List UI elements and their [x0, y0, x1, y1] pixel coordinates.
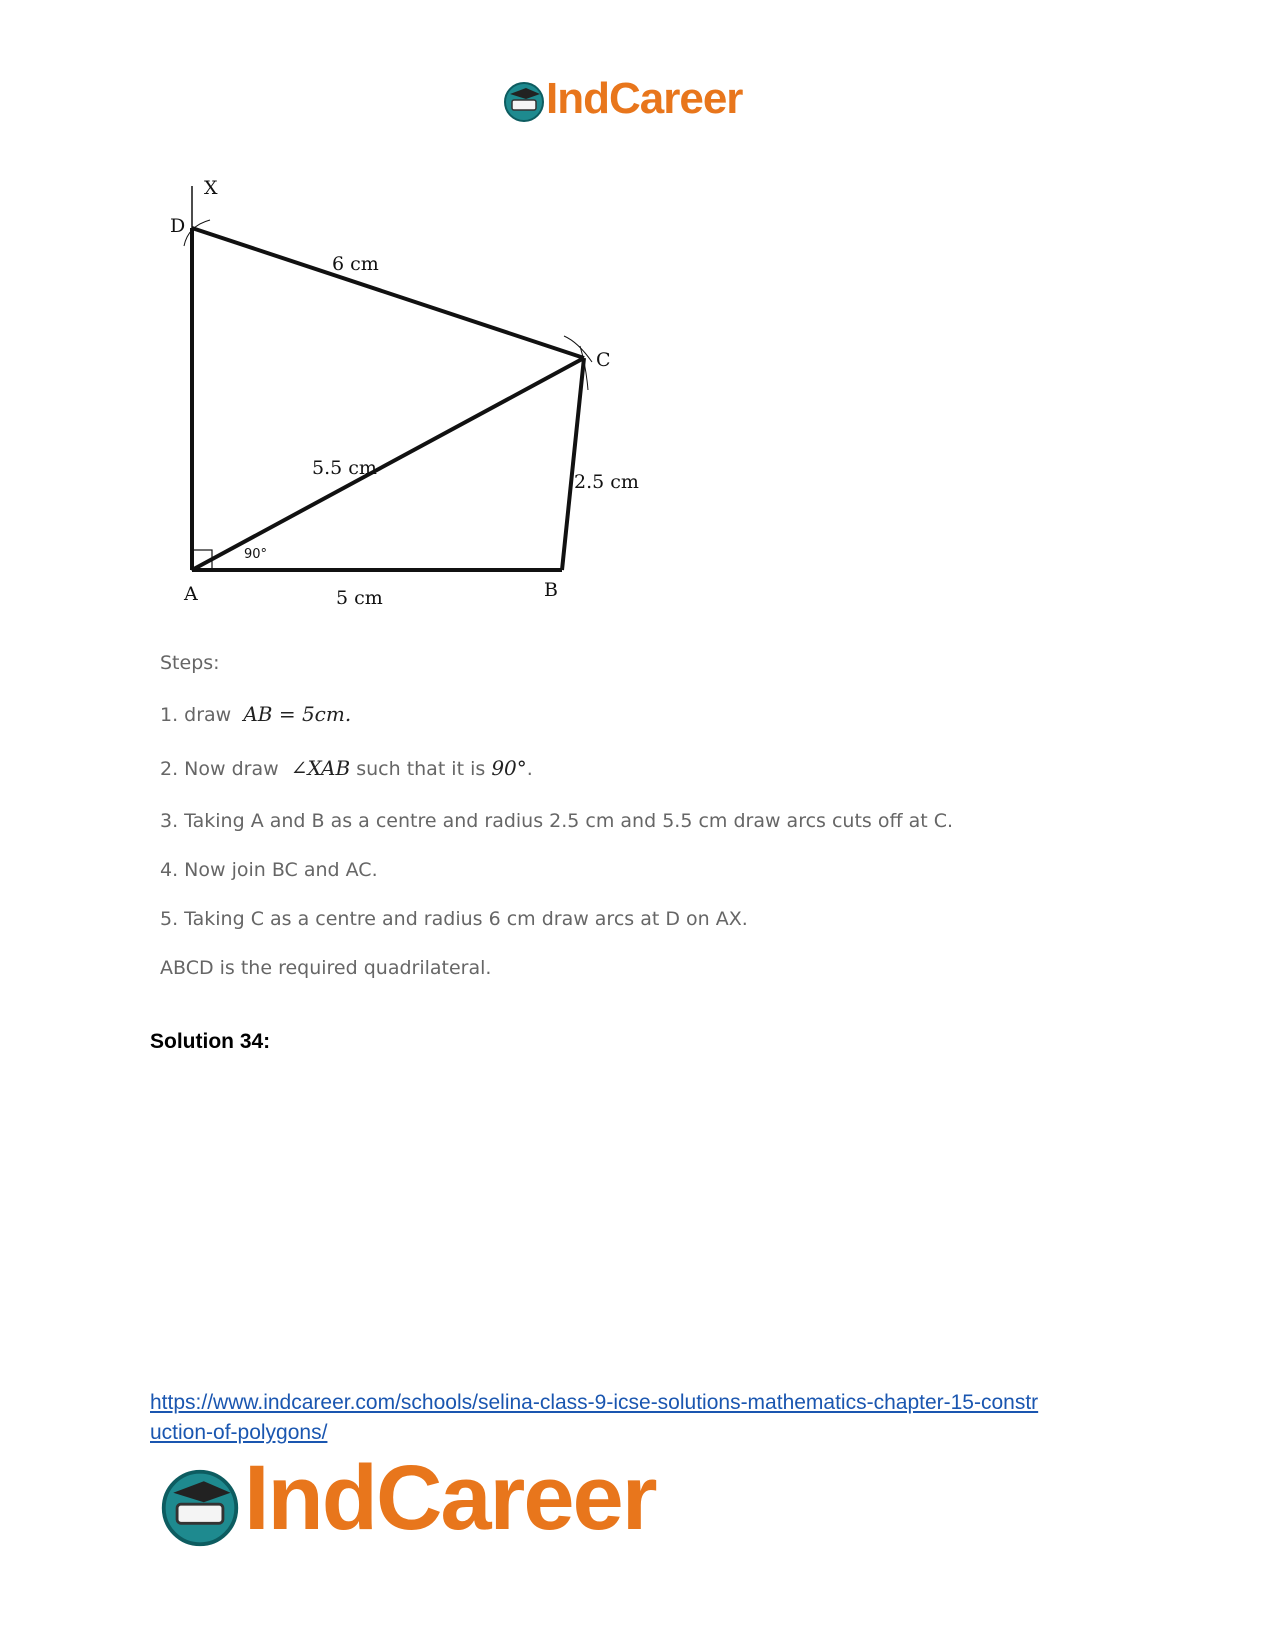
quadrilateral-diagram: [160, 176, 680, 626]
label-ab: 5 cm: [336, 587, 383, 609]
label-bc: 2.5 cm: [574, 471, 639, 493]
step-2-math-degree: 90°: [491, 756, 527, 780]
logo-globe-icon: [158, 1466, 242, 1550]
side-bc: [562, 358, 584, 570]
label-dc: 6 cm: [332, 253, 379, 275]
steps-heading: Steps:: [160, 652, 220, 674]
step-1: 1. draw AB = 5cm.: [160, 702, 352, 726]
header-logo: [502, 76, 792, 132]
logo-text: IndCareer: [546, 74, 743, 123]
diagonal-ac: [192, 358, 584, 570]
source-link[interactable]: [150, 1388, 1150, 1448]
step-2: 2. Now draw ∠XAB such that it is 90°.: [160, 756, 533, 780]
logo-globe-icon: [502, 80, 546, 124]
step-4: 4. Now join BC and AC.: [160, 859, 378, 881]
footer-logo: [158, 1447, 718, 1558]
solution-heading: Solution 34:: [150, 1030, 271, 1053]
point-b-label: B: [544, 579, 558, 601]
logo-text: IndCareer: [244, 1447, 656, 1549]
source-link-line-1[interactable]: https://www.indcareer.com/schools/selina-class-9-icse-solutions-mathematics-chapter-15-constr: [150, 1391, 1039, 1414]
step-3: 3. Taking A and B as a centre and radius 2.5 cm and 5.5 cm draw arcs cuts off at C.: [160, 810, 954, 832]
point-c-label: C: [596, 349, 611, 371]
point-a-label: A: [184, 583, 198, 605]
steps-conclusion: ABCD is the required quadrilateral.: [160, 957, 492, 979]
step-1-math: AB = 5cm.: [243, 702, 352, 726]
point-d-label: D: [170, 215, 186, 237]
source-link-line-2[interactable]: uction-of-polygons/: [150, 1421, 328, 1444]
point-x-label: X: [204, 177, 218, 199]
label-ac: 5.5 cm: [312, 457, 377, 479]
angle-label: 90°: [244, 547, 268, 562]
step-2-math-angle: ∠XAB: [290, 756, 351, 780]
side-dc: [192, 228, 584, 358]
step-5: 5. Taking C as a centre and radius 6 cm draw arcs at D on AX.: [160, 908, 748, 930]
